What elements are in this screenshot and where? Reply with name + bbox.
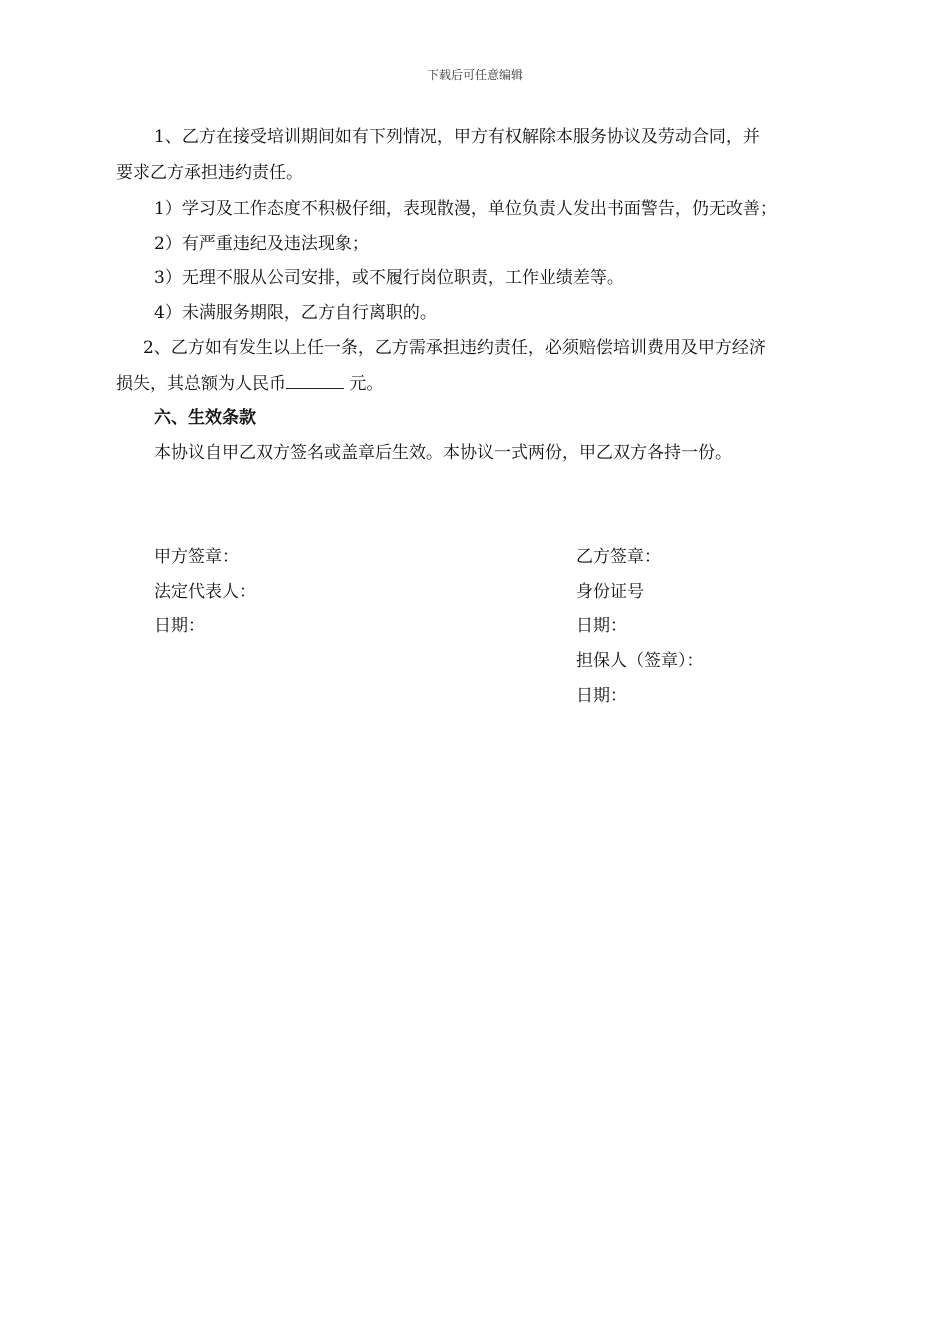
clause2-line2-prefix: 损失，其总额为人民币 [116,374,286,394]
clause2-line2-suffix: 元。 [344,374,384,394]
list-item-4: 4）未满服务期限，乙方自行离职的。 [154,303,437,323]
party-b-seal-label: 乙方签章： [576,547,661,567]
party-b-date-label: 日期： [576,616,627,636]
party-b-id-label: 身份证号 [576,582,644,602]
list-item-1: 1）学习及工作态度不积极仔细，表现散漫，单位负责人发出书面警告，仍无改善； [154,199,777,219]
clause2-line1: 2、乙方如有发生以上任一条，乙方需承担违约责任，必须赔偿培训费用及甲方经济 [143,338,766,358]
list-item-3: 3）无理不服从公司安排，或不履行岗位职责，工作业绩差等。 [154,268,624,288]
party-a-date-label: 日期： [154,616,205,636]
party-a-seal-label: 甲方签章： [154,547,239,567]
clause1-line2: 要求乙方承担违约责任。 [116,163,303,183]
guarantor-label: 担保人（签章）： [576,651,704,671]
page-header: 下载后可任意编辑 [426,68,523,82]
party-a-legal-rep-label: 法定代表人： [154,582,256,602]
amount-blank [286,374,344,389]
guarantor-date-label: 日期： [576,686,627,706]
list-item-2: 2）有严重违纪及违法现象； [154,234,369,254]
clause1-line1: 1、乙方在接受培训期间如有下列情况，甲方有权解除本服务协议及劳动合同，并 [154,127,760,147]
clause2-line2 [116,373,383,395]
section6-text: 本协议自甲乙双方签名或盖章后生效。本协议一式两份，甲乙双方各持一份。 [154,443,732,463]
section6-title: 六、生效条款 [154,408,256,428]
